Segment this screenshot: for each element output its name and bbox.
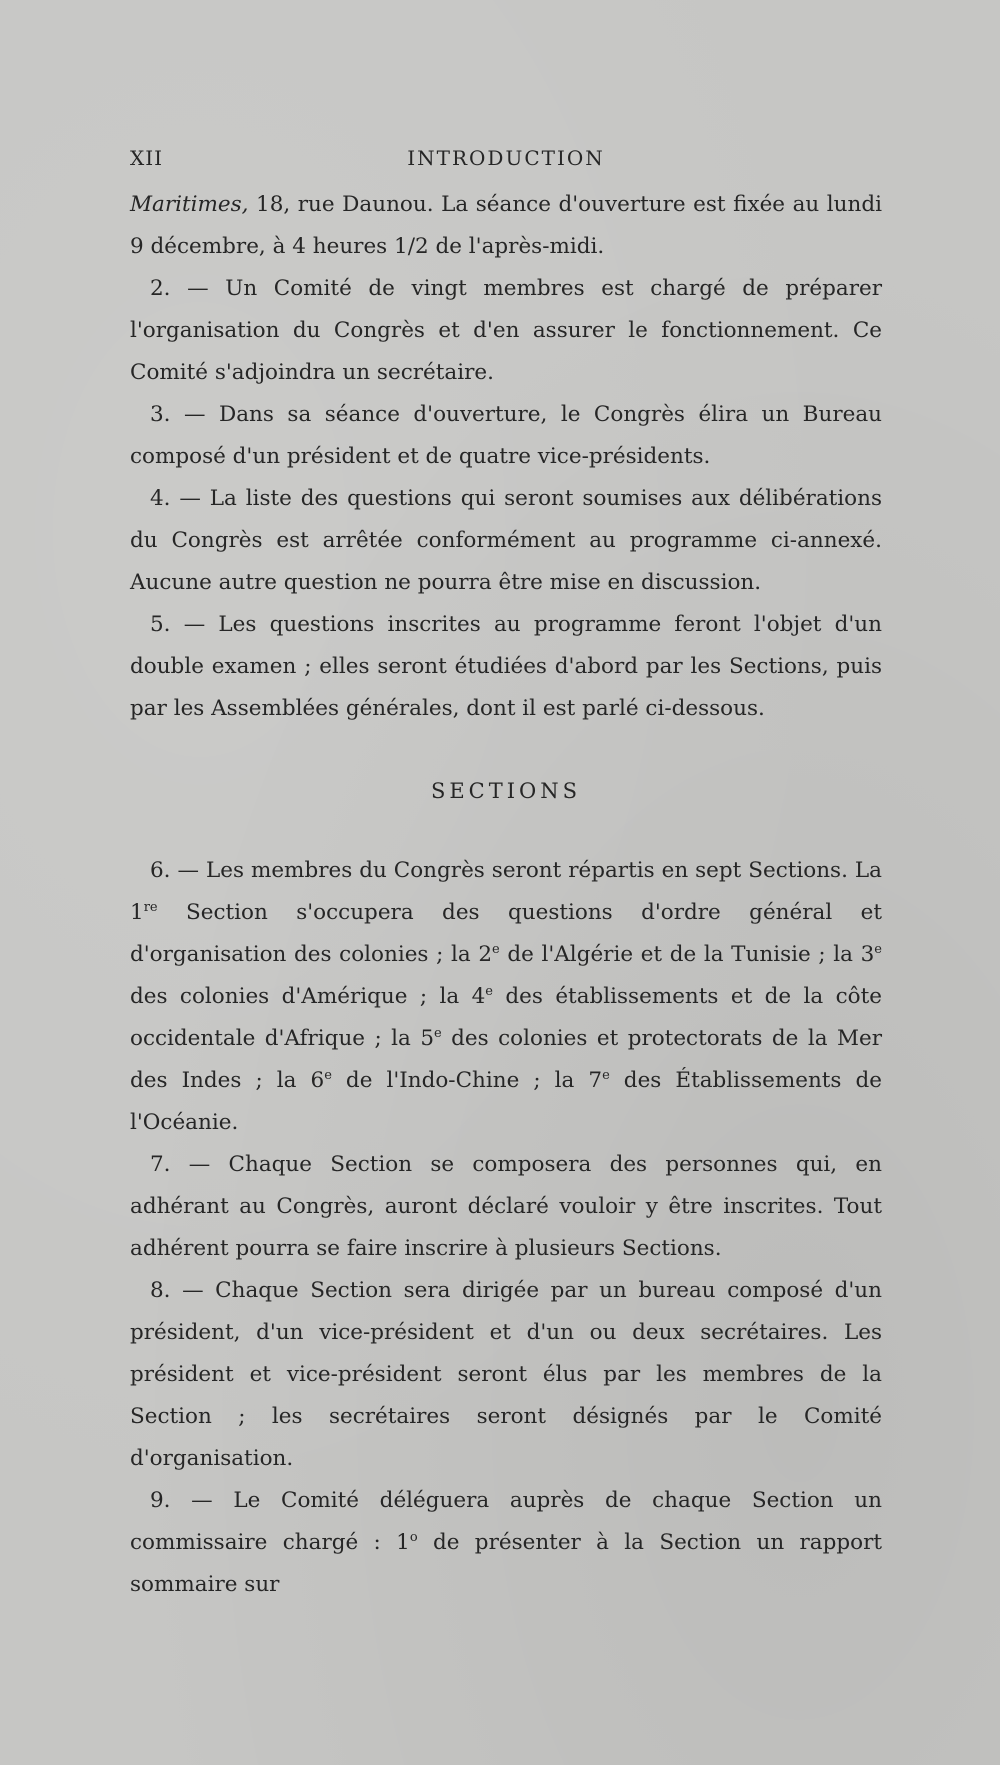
page-body [130,184,882,1606]
article-8: 8. — Chaque Section sera dirigée par un bureau composé d'un président, d'un vice-président et d'un ou deux secrétaires. Les président et vice-président seront élus par les membres de la Section ; les secrétaires seront désignés par le Comité d'organisation. [130,1278,882,1471]
ordinal-sup: e [602,1068,610,1083]
article-6 [130,850,882,1144]
article-6-text: des établissements et de la côte occidentale d'Afrique ; la 5 [130,984,882,1051]
section-heading: SECTIONS [430,779,582,803]
ordinal-sup: e [485,984,493,999]
article-2: 2. — Un Comité de vingt membres est chargé de préparer l'organisation du Congrès et d'en assurer le fonctionnement. Ce Comité s'adjoindra un secrétaire. [130,276,882,385]
article-6-text: de l'Algérie et de la Tunisie ; la 3 [499,942,875,967]
article-9 [130,1480,882,1606]
article-4: 4. — La liste des questions qui seront soumises aux délibérations du Congrès est arrêtée conformément au programme ci-annexé. Aucune autre question ne pourra être mise en discussion. [130,486,882,595]
article-6-text: 6. — Les membres du Congrès seront répartis en sept Sections. La 1 [130,858,882,925]
page-number: XII [130,146,164,170]
article-6-text: des colonies et protectorats de la Mer des Indes ; la 6 [130,1026,882,1093]
article-6-text: des colonies d'Amérique ; la 4 [130,984,486,1009]
ordinal-sup: e [874,942,882,957]
running-title: INTRODUCTION [407,146,605,170]
italic-word: Maritimes, [130,192,249,217]
article-5: 5. — Les questions inscrites au programme feront l'objet d'un double examen ; elles seront étudiées d'abord par les Sections, puis par les Assemblées générales, dont il est parlé ci-dessous. [130,612,882,721]
paragraph-text: 18, rue Daunou. La séance d'ouverture est fixée au lundi 9 décembre, à 4 heures 1/2 de l'après-midi. [130,192,882,259]
ordinal-sup: e [434,1026,442,1041]
article-9-text: 9. — Le Comité déléguera auprès de chaque Section un commissaire chargé : 1 [130,1488,882,1555]
article-9-text: de présenter à la Section un rapport sommaire sur [130,1530,882,1597]
article-6-text: des Établissements de l'Océanie. [130,1068,882,1135]
paragraph-continuation [130,184,882,268]
article-6-text: de l'Indo-Chine ; la 7 [331,1068,603,1093]
ordinal-sup: e [492,942,500,957]
ordinal-sup: e [324,1068,332,1083]
article-7: 7. — Chaque Section se composera des personnes qui, en adhérant au Congrès, auront déclaré vouloir y être inscrites. Tout adhérent pourra se faire inscrire à plusieurs Sections. [130,1152,882,1261]
page-header [130,146,882,176]
article-6-text: Section s'occupera des questions d'ordre général et d'organisation des colonies ; la 2 [130,900,882,967]
ordinal-sup: o [409,1530,418,1545]
ordinal-sup: re [143,900,158,915]
article-3: 3. — Dans sa séance d'ouverture, le Congrès élira un Bureau composé d'un président et de quatre vice-présidents. [130,402,882,469]
